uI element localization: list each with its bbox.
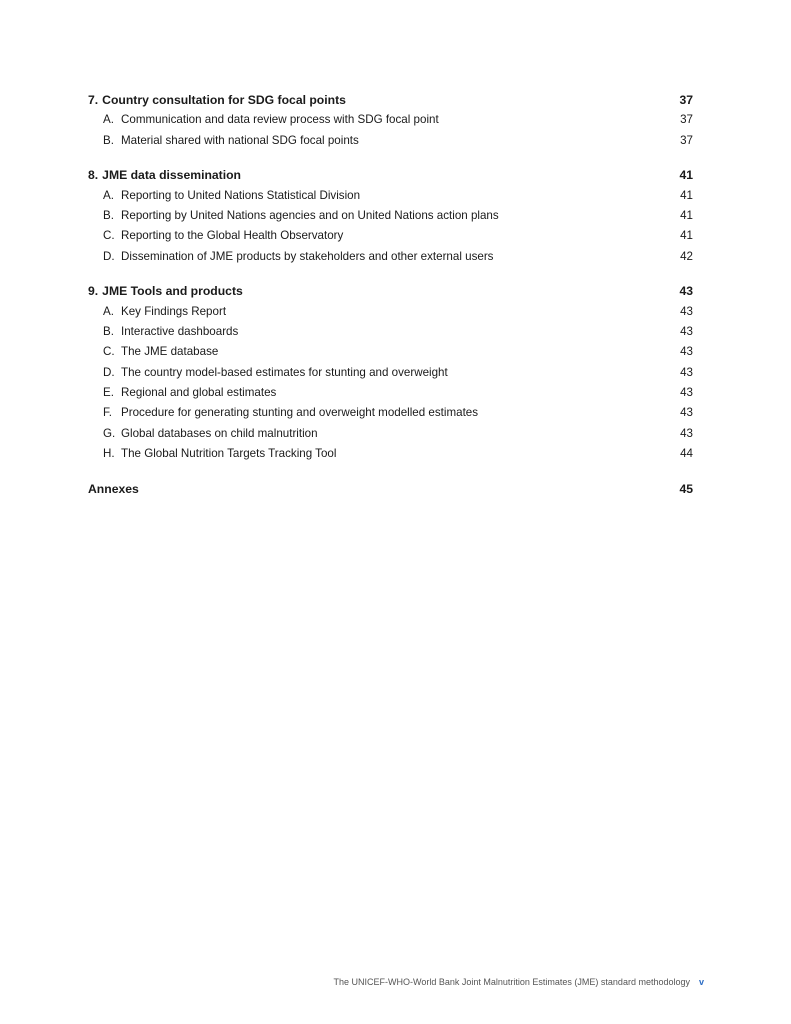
toc-entry-title: Dissemination of JME products by stakeholders and other external users: [121, 249, 494, 263]
toc-entry-page: 37: [680, 113, 693, 127]
toc-entry-row[interactable]: [88, 403, 693, 423]
toc-entry-label: [103, 131, 359, 151]
toc-heading-label: [88, 479, 139, 499]
toc-entry-row[interactable]: [88, 424, 693, 444]
toc-entry-title: Key Findings Report: [121, 304, 227, 318]
toc-entry-letter: E.: [103, 386, 114, 400]
toc-entry-label: [103, 424, 318, 444]
toc-heading-row[interactable]: [88, 90, 693, 110]
toc-entry-page: 37: [680, 133, 693, 147]
toc-entry-letter: A.: [103, 113, 114, 127]
toc-heading-page: 43: [679, 284, 693, 299]
toc-entry-page: 43: [680, 426, 693, 440]
toc-entry-label: [103, 383, 276, 403]
toc-entry-page: 43: [680, 324, 693, 338]
toc-entry-title: The country model-based estimates for stunting and overweight: [121, 365, 448, 379]
toc-entry-page: 43: [680, 406, 693, 420]
toc-entry-label: [103, 444, 336, 464]
toc-entry-row[interactable]: [88, 110, 693, 130]
toc-heading-number: 9.: [88, 284, 99, 299]
page-footer: [334, 977, 704, 987]
toc-entry-page: 44: [680, 447, 693, 461]
toc-entry-label: [103, 302, 226, 322]
toc-entry-letter: C.: [103, 229, 115, 243]
toc-entry-label: [103, 110, 439, 130]
toc-entry-page: 43: [680, 345, 693, 359]
toc-heading-row[interactable]: [88, 479, 693, 499]
toc-entry-label: [103, 247, 493, 267]
toc-entry-page: 42: [680, 249, 693, 263]
table-of-contents: [88, 90, 693, 513]
toc-entry-letter: A.: [103, 188, 114, 202]
toc-entry-row[interactable]: [88, 342, 693, 362]
toc-entry-title: Material shared with national SDG focal points: [121, 133, 359, 147]
toc-entry-title: Reporting by United Nations agencies and on United Nations action plans: [121, 208, 499, 222]
toc-entry-title: Procedure for generating stunting and overweight modelled estimates: [121, 406, 479, 420]
toc-entry-page: 43: [680, 304, 693, 318]
toc-entry-label: [103, 342, 218, 362]
toc-entry-label: [103, 363, 448, 383]
toc-entry-page: 43: [680, 365, 693, 379]
toc-entry-label: [103, 403, 478, 423]
toc-entry-letter: G.: [103, 426, 116, 440]
toc-entry-letter: B.: [103, 324, 114, 338]
toc-entry-title: The JME database: [121, 345, 219, 359]
footer-title: The UNICEF-WHO-World Bank Joint Malnutrition Estimates (JME) standard methodology: [333, 977, 690, 987]
page-number: v: [698, 977, 704, 987]
toc-entry-page: 43: [680, 386, 693, 400]
toc-entry-letter: D.: [103, 365, 115, 379]
toc-heading-page: 37: [679, 93, 693, 107]
toc-heading-title: Annexes: [88, 481, 139, 496]
toc-section: [88, 165, 693, 267]
toc-heading-label: [88, 165, 241, 185]
toc-entry-letter: C.: [103, 345, 115, 359]
toc-entry-label: [103, 226, 343, 246]
toc-entry-row[interactable]: [88, 226, 693, 246]
toc-entry-label: [103, 322, 238, 342]
toc-entry-row[interactable]: [88, 186, 693, 206]
toc-heading-title: JME Tools and products: [102, 284, 243, 299]
toc-entry-letter: D.: [103, 249, 115, 263]
toc-heading-row[interactable]: [88, 281, 693, 301]
toc-heading-page: 45: [679, 481, 693, 496]
toc-heading-title: Country consultation for SDG focal points: [102, 93, 346, 107]
toc-entry-row[interactable]: [88, 131, 693, 151]
toc-entry-page: 41: [680, 208, 693, 222]
toc-section: [88, 479, 693, 499]
toc-entry-title: Interactive dashboards: [121, 324, 239, 338]
toc-entry-label: [103, 206, 499, 226]
toc-entry-page: 41: [680, 188, 693, 202]
toc-heading-label: [88, 281, 243, 301]
toc-heading-number: 7.: [88, 93, 99, 107]
toc-entry-title: Regional and global estimates: [121, 386, 277, 400]
toc-entry-row[interactable]: [88, 363, 693, 383]
toc-entry-row[interactable]: [88, 444, 693, 464]
toc-section: [88, 281, 693, 465]
toc-entry-title: Global databases on child malnutrition: [121, 426, 318, 440]
toc-entry-letter: B.: [103, 133, 114, 147]
toc-entry-letter: H.: [103, 447, 115, 461]
toc-entry-page: 41: [680, 229, 693, 243]
toc-entry-row[interactable]: [88, 206, 693, 226]
toc-heading-number: 8.: [88, 168, 99, 183]
toc-entry-title: Reporting to United Nations Statistical Division: [121, 188, 361, 202]
toc-entry-row[interactable]: [88, 383, 693, 403]
toc-entry-row[interactable]: [88, 322, 693, 342]
toc-entry-label: [103, 186, 360, 206]
toc-entry-title: Communication and data review process with SDG focal point: [121, 113, 439, 127]
toc-heading-title: JME data dissemination: [102, 168, 242, 183]
toc-entry-row[interactable]: [88, 302, 693, 322]
toc-heading-label: [88, 90, 346, 110]
toc-heading-page: 41: [679, 168, 693, 183]
toc-entry-letter: F.: [103, 406, 113, 420]
toc-entry-title: Reporting to the Global Health Observatory: [121, 229, 344, 243]
toc-section: [88, 90, 693, 151]
toc-entry-title: The Global Nutrition Targets Tracking Tool: [121, 447, 337, 461]
toc-heading-row[interactable]: [88, 165, 693, 185]
toc-entry-letter: A.: [103, 304, 114, 318]
toc-entry-row[interactable]: [88, 247, 693, 267]
toc-entry-letter: B.: [103, 208, 114, 222]
